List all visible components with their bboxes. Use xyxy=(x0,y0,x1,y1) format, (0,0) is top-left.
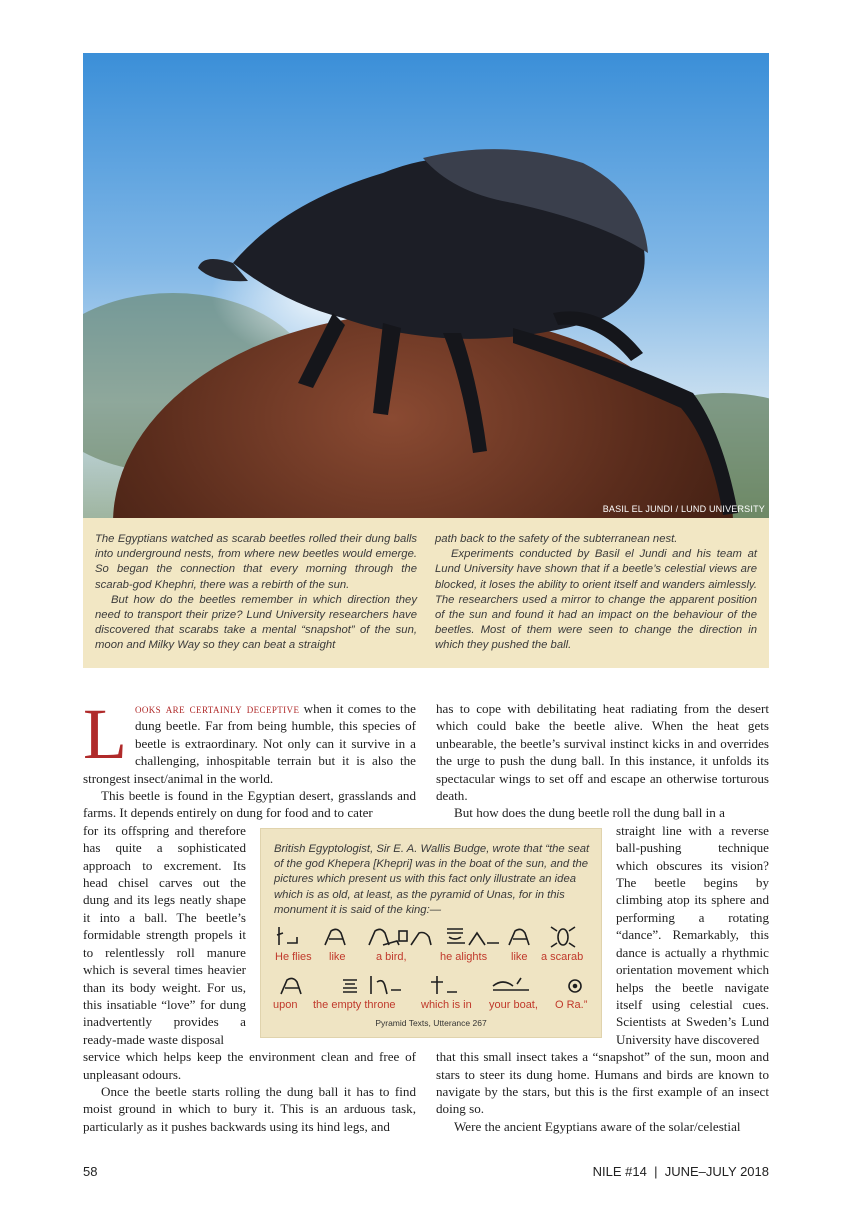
translation-word: He flies xyxy=(275,951,312,963)
caption-paragraph: Experiments conducted by Basil el Jundi and his team at Lund University have shown that if a beetle’s celestial views are blocked, it loses the ability to orient itself and wanders aimlessly. The researchers used a mirror to change the apparent position of the sun and found it had an impact on the behaviour of the beetles. Most of them were seen to change the direction in which they pushed the ball. xyxy=(435,548,757,652)
article-paragraph xyxy=(83,694,416,787)
caption-paragraph: path back to the safety of the subterranean nest. xyxy=(435,533,678,545)
drop-cap: L xyxy=(83,694,127,774)
hieroglyph-icon xyxy=(371,976,401,994)
beetle-illustration xyxy=(83,53,769,518)
article-paragraph: This beetle is found in the Egyptian desert, grasslands and farms. It depends entirely on dung for food and to cater xyxy=(83,788,416,821)
hieroglyph-icon xyxy=(277,927,297,945)
translation-word: upon xyxy=(273,999,298,1011)
hieroglyph-throne-icon xyxy=(343,980,357,992)
pyramid-texts-sidebar xyxy=(260,828,602,1038)
translation-word: which is in xyxy=(421,999,472,1011)
translation-word: he alights xyxy=(440,951,488,963)
article-paragraph: service which helps keep the environment clean and free of unpleasant odours. xyxy=(83,1049,416,1082)
hieroglyph-scarab-icon xyxy=(558,929,568,945)
hieroglyph-boat-icon xyxy=(493,978,529,990)
translation-word: your boat, xyxy=(489,999,538,1011)
translation-word: like xyxy=(329,951,346,963)
hieroglyph-bird-icon xyxy=(281,978,301,994)
article-paragraph-wrap: for its offspring and therefore has quite a sophisticated approach to excrement. Its head chisel carves out the dung and its legs neatly shape it into a ball. The beetle’s formidable strength propels it to relentlessly roll manure which is several times heavier than its body weight. For us, this insatiable “love” for dung inadvertently provides a ready-made waste disposal xyxy=(83,822,246,1047)
hieroglyph-water-icon xyxy=(447,929,465,943)
caption-right-column xyxy=(435,532,757,654)
caption-left-column xyxy=(95,532,417,654)
article-paragraph: Once the beetle starts rolling the dung ball it has to find moist ground in which to bury it. This is an arduous task, particularly as it pushes backwards using its hind legs, and xyxy=(83,1083,416,1134)
hieroglyph-icon xyxy=(469,933,499,945)
hieroglyph-sun-dot-icon xyxy=(574,985,577,988)
hieroglyph-bird-icon xyxy=(325,929,345,945)
translation-word: a scarab xyxy=(541,951,584,963)
article-paragraph: has to cope with debilitating heat radiating from the desert which could bake the beetle alive. When the heat gets unbearable, the beetle’s survival instinct kicks in and overrides the urge to push the dung ball. In this instance, it unfolds its spectacular wings to set off and escape an otherwise torturous death. xyxy=(436,701,769,804)
caption-paragraph: But how do the beetles remember in which direction they need to transport their prize? Lund University researchers have discovered that scarabs take a mental “snapshot” of the sun, moon and Milky Way so they can beat a straight xyxy=(95,593,417,652)
article-paragraph-wrap: straight line with a reverse ball-pushing technique which obscures its vision? The beetle begins by climbing atop its sphere and performing a rotating “dance”. Remarkably, this dance is actually a rhythmic orientation movement which helps the beetle navigate itself using celestial cues. Scientists at Sweden’s Lund University have discovered xyxy=(616,822,769,1047)
lead-text: when it comes to the dung beetle. Far from being humble, this species of beetle is extraordinary. Not only can it survive in a challenging, inhospitable terrain but it is also the strongest insect/animal in the world. xyxy=(83,701,416,786)
translation-word: the empty throne xyxy=(313,999,396,1011)
sidebar-quote: British Egyptologist, Sir E. A. Wallis Budge, wrote that “the seat of the god Khepera [Khepri] was in the boat of the sun, and the pictures which present us with this fact only illustrate an idea which is as old, at least, as the pyramid of Unas, for in this monument it is said of the king:— xyxy=(274,843,590,916)
translation-word: like xyxy=(511,951,528,963)
photo-caption xyxy=(83,518,769,668)
scarab-beetle-photo xyxy=(83,53,769,518)
hieroglyph-icon xyxy=(399,931,407,941)
article-paragraph: Were the ancient Egyptians aware of the solar/celestial xyxy=(454,1118,741,1134)
lead-smallcaps: ooks are certainly deceptive xyxy=(134,701,300,716)
article-paragraph: But how does the dung beetle roll the dung ball in a xyxy=(454,805,725,821)
translation-word: a bird, xyxy=(376,951,407,963)
sidebar-source: Pyramid Texts, Utterance 267 xyxy=(375,1018,487,1028)
caption-paragraph: The Egyptians watched as scarab beetles rolled their dung balls into underground nests, from where new beetles would emerge. So began the connection that every morning through the scarab-god Khephri, there was a rebirth of the sun. xyxy=(95,533,417,591)
hieroglyph-scarab-legs-icon xyxy=(551,927,575,947)
photo-credit: BASIL EL JUNDI / LUND UNIVERSITY xyxy=(602,504,765,514)
hieroglyph-bird-icon xyxy=(369,929,399,945)
hieroglyph-bird-icon xyxy=(509,929,529,945)
hieroglyph-row-2 xyxy=(271,972,591,998)
page-number: 58 xyxy=(83,1164,98,1179)
issue-info: NILE #14 | JUNE–JULY 2018 xyxy=(592,1164,769,1179)
hieroglyph-icon xyxy=(431,976,457,994)
hieroglyph-row-1 xyxy=(271,923,591,949)
article-paragraph: that this small insect takes a “snapshot” of the sun, moon and stars to steer its dung home. Humans and birds are known to navigate by the stars, but this is the first example of an insect doing so. xyxy=(436,1049,769,1117)
translation-word: O Ra.” xyxy=(555,999,588,1011)
hieroglyph-bird-icon xyxy=(411,933,431,946)
